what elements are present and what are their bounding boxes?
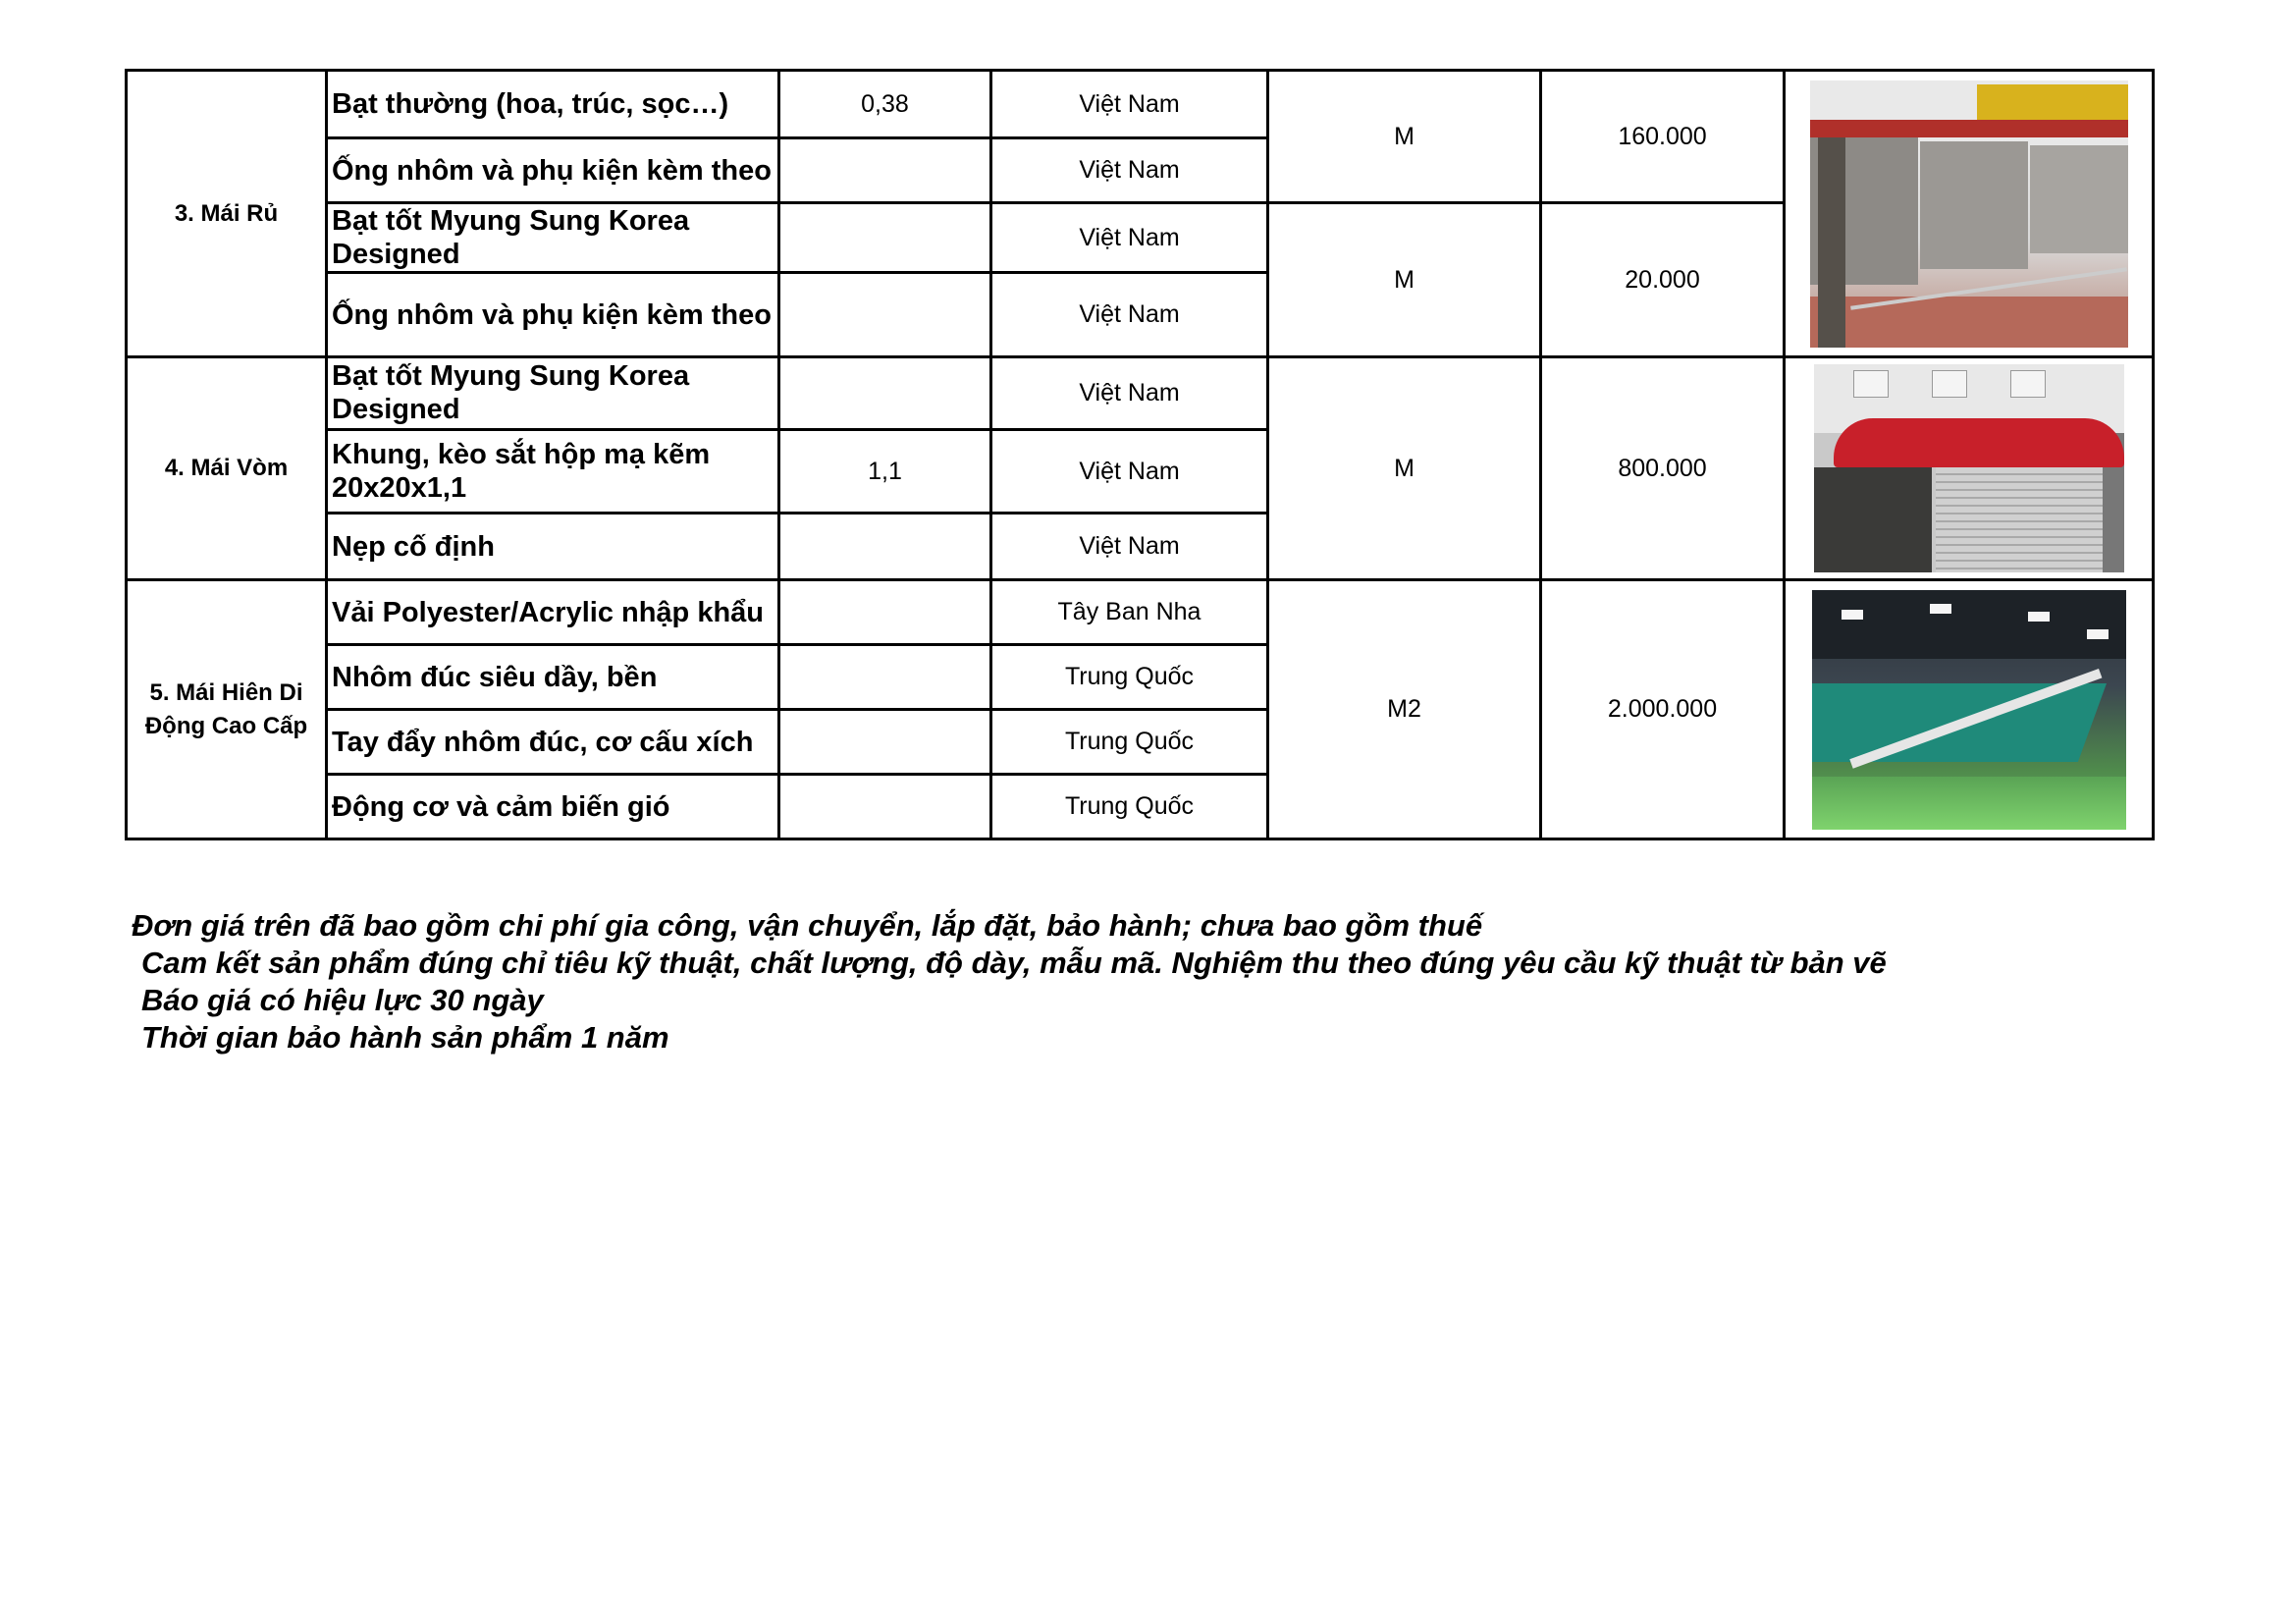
category-cell: 5. Mái Hiên Di Động Cao Cấp	[127, 580, 327, 839]
item-cell: Vải Polyester/Acrylic nhập khẩu	[327, 580, 779, 645]
origin-cell: Việt Nam	[991, 429, 1268, 513]
item-cell: Bạt tốt Myung Sung Korea Designed	[327, 203, 779, 273]
spec-cell	[779, 710, 991, 775]
item-cell: Tay đẩy nhôm đúc, cơ cấu xích	[327, 710, 779, 775]
price-cell: 2.000.000	[1541, 580, 1785, 839]
roller-awning-photo	[1810, 81, 2128, 348]
table-row	[127, 580, 2154, 645]
item-cell: Khung, kèo sắt hộp mạ kẽm 20x20x1,1	[327, 429, 779, 513]
spec-cell	[779, 357, 991, 430]
spec-cell: 1,1	[779, 429, 991, 513]
origin-cell: Việt Nam	[991, 273, 1268, 357]
product-image-cell	[1785, 580, 2154, 839]
origin-cell: Trung Quốc	[991, 710, 1268, 775]
spec-cell	[779, 273, 991, 357]
note-line: Đơn giá trên đã bao gồm chi phí gia công, vận chuyển, lắp đặt, bảo hành; chưa bao gồm thuế	[132, 908, 1483, 943]
table-row	[127, 357, 2154, 430]
price-cell: 160.000	[1541, 71, 1785, 203]
dome-awning-photo	[1814, 364, 2124, 572]
note-line: Báo giá có hiệu lực 30 ngày	[141, 983, 544, 1017]
retractable-awning-photo	[1812, 590, 2126, 830]
item-cell: Bạt thường (hoa, trúc, sọc…)	[327, 71, 779, 138]
origin-cell: Việt Nam	[991, 357, 1268, 430]
item-cell: Nẹp cố định	[327, 514, 779, 580]
origin-cell: Việt Nam	[991, 203, 1268, 273]
unit-cell: M	[1268, 203, 1541, 357]
table-row	[127, 71, 2154, 138]
origin-cell: Trung Quốc	[991, 645, 1268, 710]
origin-cell: Việt Nam	[991, 138, 1268, 203]
note-line: Thời gian bảo hành sản phẩm 1 năm	[141, 1020, 669, 1055]
category-cell: 3. Mái Rủ	[127, 71, 327, 357]
item-cell: Bạt tốt Myung Sung Korea Designed	[327, 357, 779, 430]
item-cell: Động cơ và cảm biến gió	[327, 775, 779, 839]
spec-cell	[779, 138, 991, 203]
note-line: Cam kết sản phẩm đúng chỉ tiêu kỹ thuật, chất lượng, độ dày, mẫu mã. Nghiệm thu theo đúng yêu cầu kỹ thuật từ bản vẽ	[141, 946, 1887, 980]
origin-cell: Tây Ban Nha	[991, 580, 1268, 645]
spec-cell	[779, 514, 991, 580]
notes-section	[132, 907, 2242, 1056]
spec-cell	[779, 645, 991, 710]
unit-cell: M2	[1268, 580, 1541, 839]
product-image-cell	[1785, 357, 2154, 580]
price-cell: 20.000	[1541, 203, 1785, 357]
spec-cell: 0,38	[779, 71, 991, 138]
spec-cell	[779, 580, 991, 645]
unit-cell: M	[1268, 71, 1541, 203]
item-cell: Ống nhôm và phụ kiện kèm theo	[327, 273, 779, 357]
spec-cell	[779, 203, 991, 273]
origin-cell: Trung Quốc	[991, 775, 1268, 839]
origin-cell: Việt Nam	[991, 71, 1268, 138]
product-image-cell	[1785, 71, 2154, 357]
unit-cell: M	[1268, 357, 1541, 580]
quote-table	[125, 69, 2155, 840]
price-cell: 800.000	[1541, 357, 1785, 580]
origin-cell: Việt Nam	[991, 514, 1268, 580]
item-cell: Nhôm đúc siêu dầy, bền	[327, 645, 779, 710]
item-cell: Ống nhôm và phụ kiện kèm theo	[327, 138, 779, 203]
category-cell: 4. Mái Vòm	[127, 357, 327, 580]
spec-cell	[779, 775, 991, 839]
